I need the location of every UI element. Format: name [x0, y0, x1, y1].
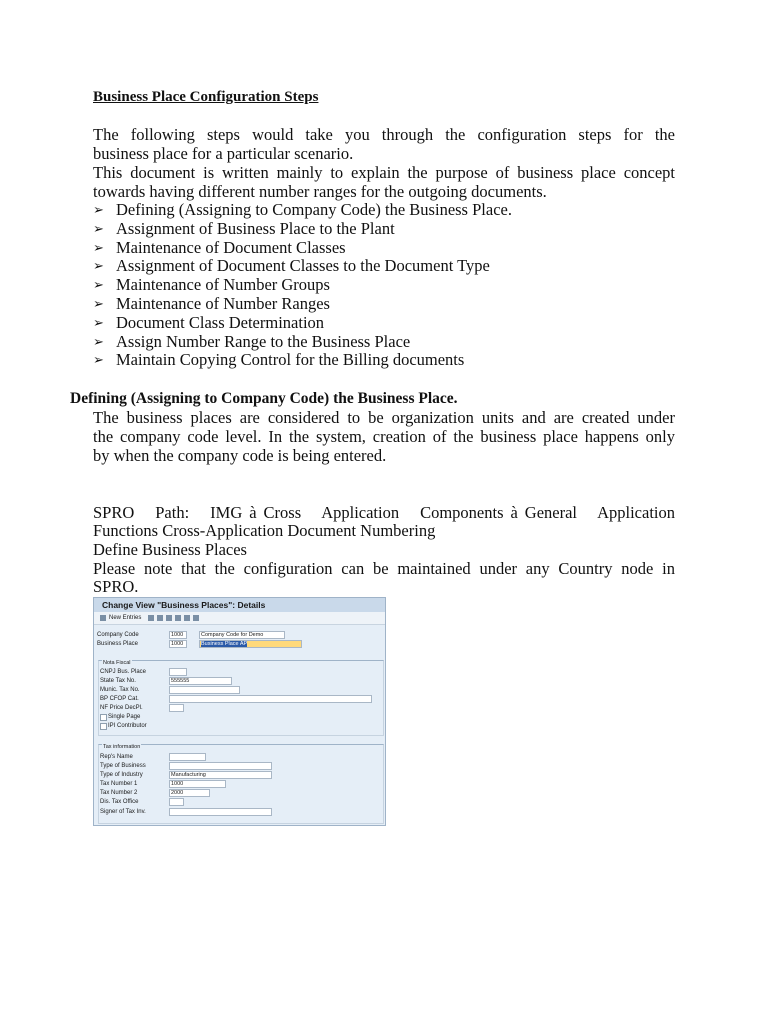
business-place-label: Business Place: [97, 641, 139, 647]
arrow-bullet-icon: ➢: [93, 333, 104, 349]
arrow-bullet-icon: ➢: [93, 258, 104, 274]
company-code-desc: Company Code for Demo: [199, 631, 285, 639]
previous-icon: [175, 615, 181, 621]
list-item: [93, 276, 512, 295]
state-tax-field: 555555: [169, 677, 232, 685]
document-title: Business Place Configuration Steps: [93, 89, 319, 105]
dis-tax-office-label: Dis. Tax Office: [100, 799, 139, 805]
single-page-label: Single Page: [108, 714, 141, 720]
section-line-3: by when the company code is being entered.: [93, 446, 387, 465]
toggle-icon: [100, 615, 106, 621]
tax-number2-field: 2000: [169, 789, 210, 797]
signer-label: Signer of Tax Inv.: [100, 809, 146, 815]
spro-path-line-3: Define Business Places: [93, 540, 247, 559]
nota-fiscal-title: Nota Fiscal: [103, 660, 131, 666]
new-entries-button: New Entries: [109, 615, 142, 621]
type-business-field: [169, 762, 272, 770]
print-icon: [193, 615, 199, 621]
list-item: [93, 220, 512, 239]
step-text: Maintenance of Number Groups: [116, 275, 330, 295]
step-text: Maintenance of Document Classes: [116, 237, 346, 257]
signer-field: [169, 808, 272, 816]
list-item: [93, 201, 512, 220]
arrow-bullet-icon: ➢: [93, 295, 104, 311]
step-text: Document Class Determination: [116, 312, 325, 332]
ipi-checkbox: [100, 723, 107, 730]
type-industry-field: Manufacturing: [169, 771, 272, 779]
bp-cfop-label: BP CFOP Cat.: [100, 696, 139, 702]
section-line-2: the company code level. In the system, creation of the business place happens only: [93, 427, 675, 446]
section-heading: Defining (Assigning to Company Code) the Business Place.: [70, 390, 458, 407]
spro-path-line-2: Functions Cross-Application Document Numbering: [93, 521, 436, 540]
arrow-bullet-icon: ➢: [93, 202, 104, 217]
bp-cfop-dropdown: [169, 695, 372, 703]
arrow-bullet-icon: ➢: [93, 239, 104, 255]
next-icon: [184, 615, 190, 621]
intro-line-4: towards having different number ranges for the outgoing documents.: [93, 182, 547, 201]
steps-list: [93, 201, 512, 370]
spro-path-line-1: SPRO Path: IMG à Cross Application Components à General Application: [93, 503, 675, 522]
list-item: [93, 314, 512, 333]
list-item: [93, 333, 512, 352]
type-business-label: Type of Business: [100, 763, 146, 769]
copy-icon: [148, 615, 154, 621]
list-item: [93, 239, 512, 258]
sap-window-title: Change View "Business Places": Details: [94, 598, 385, 612]
list-item: [93, 295, 512, 314]
reps-name-label: Rep's Name: [100, 754, 133, 760]
step-text: Maintenance of Number Ranges: [116, 293, 330, 313]
undo-icon: [166, 615, 172, 621]
sap-toolbar: [94, 612, 385, 625]
tax-number1-field: 1000: [169, 780, 226, 788]
cnpj-field: [169, 668, 187, 676]
company-code-label: Company Code: [97, 632, 139, 638]
tax-info-title: Tax information: [103, 744, 141, 750]
nf-price-label: NF Price DecPl.: [100, 705, 143, 711]
intro-line-2: business place for a particular scenario.: [93, 144, 354, 163]
note-line-2: SPRO.: [93, 577, 139, 596]
intro-line-3: This document is written mainly to explain the purpose of business place concept: [93, 163, 675, 182]
intro-line-1: The following steps would take you through the configuration steps for the: [93, 125, 675, 144]
ipi-label: IPI Contributor: [108, 723, 147, 729]
arrow-bullet-icon: ➢: [93, 220, 104, 236]
munic-tax-label: Munic. Tax No.: [100, 687, 140, 693]
section-line-1: The business places are considered to be organization units and are created under: [93, 408, 675, 427]
arrow-bullet-icon: ➢: [93, 277, 104, 293]
arrow-bullet-icon: ➢: [93, 314, 104, 330]
business-place-field: 1000: [169, 640, 187, 648]
arrow-bullet-icon: ➢: [93, 352, 104, 368]
sap-business-place-screenshot: [93, 597, 386, 826]
company-code-field: 1000: [169, 631, 187, 639]
step-text: Assignment of Document Classes to the Document Type: [116, 256, 490, 276]
business-place-desc-text: Business Place AP: [201, 641, 248, 647]
nf-price-field: [169, 704, 184, 712]
type-industry-label: Type of Industry: [100, 772, 143, 778]
step-text: Assign Number Range to the Business Place: [116, 331, 411, 351]
note-line-1: Please note that the configuration can be maintained under any Country node in: [93, 559, 675, 578]
step-text: Assignment of Business Place to the Plant: [116, 218, 395, 238]
business-place-desc: [199, 640, 302, 648]
cnpj-label: CNPJ Bus. Place: [100, 669, 147, 675]
reps-name-field: [169, 753, 206, 761]
tax-number1-label: Tax Number 1: [100, 781, 138, 787]
single-page-checkbox: [100, 714, 107, 721]
list-item: [93, 351, 512, 370]
munic-tax-field: [169, 686, 240, 694]
dis-tax-office-field: [169, 798, 184, 806]
tax-number2-label: Tax Number 2: [100, 790, 138, 796]
list-item: [93, 257, 512, 276]
delete-icon: [157, 615, 163, 621]
step-text: Maintain Copying Control for the Billing documents: [116, 350, 465, 370]
step-text: Defining (Assigning to Company Code) the Business Place.: [116, 200, 512, 219]
state-tax-label: State Tax No.: [100, 678, 136, 684]
